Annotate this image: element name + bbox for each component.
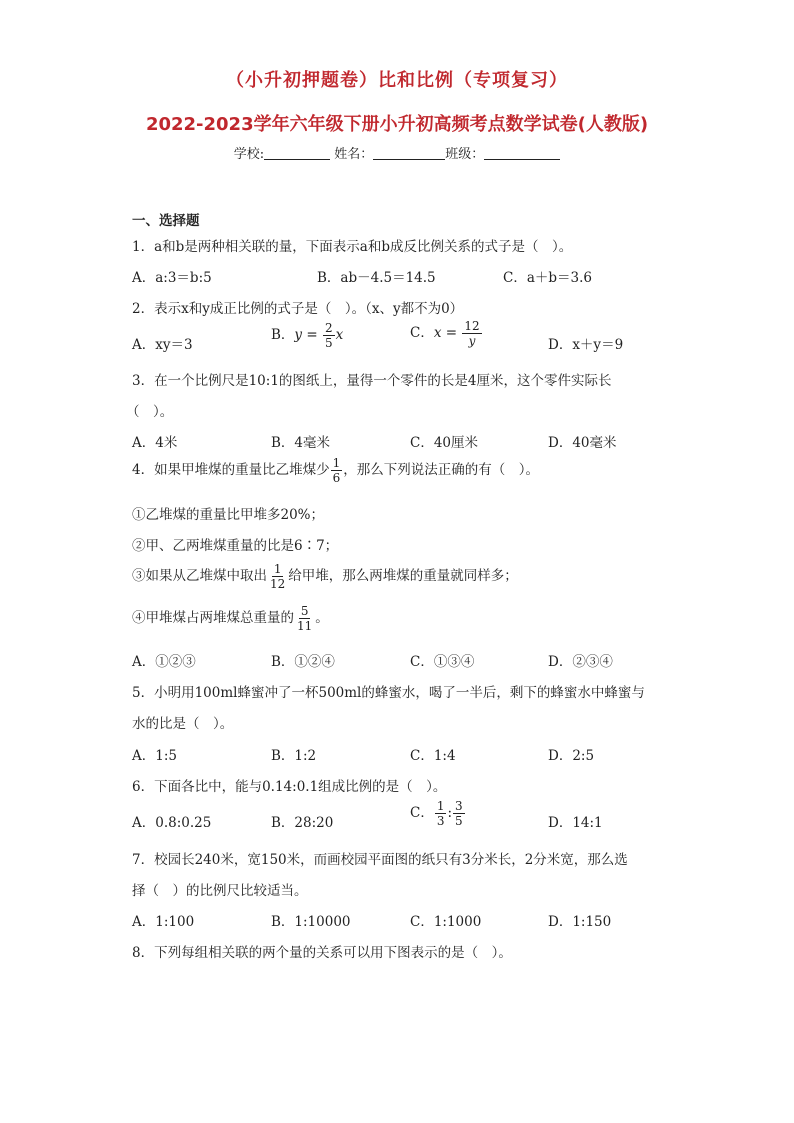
question-2-stem: 2．表示x和y成正比例的式子是（ ）。（x、y都不为0） (132, 301, 464, 317)
exam-title: （小升初押题卷）比和比例（专项复习） (226, 70, 568, 91)
question-4-stem: 4．如果甲堆煤的重量比乙堆煤少 $\frac{1}{6}$ ，那么下列说法正确的有（ ）。 (132, 456, 539, 485)
q3-option-d[interactable]: D．40毫米 (548, 435, 617, 451)
q4-option-c[interactable]: C．①③④ (410, 654, 475, 670)
question-5-stem-cont: 水的比是（ ）。 (132, 716, 234, 732)
q3-option-c[interactable]: C．40厘米 (410, 435, 479, 451)
q4-statement-2: ②甲、乙两堆煤重量的比是6∶7； (132, 538, 339, 554)
q5-option-b[interactable]: B．1:2 (271, 748, 317, 764)
student-info-line (0, 143, 794, 162)
q4-statement-1: ①乙堆煤的重量比甲堆多20%； (132, 507, 325, 523)
q2-option-a[interactable]: A．xy＝3 (132, 337, 193, 353)
q2-option-c[interactable]: C．x = $\frac{12}{y}$ (410, 319, 480, 348)
q1-option-c[interactable]: C．a＋b＝3.6 (503, 270, 592, 286)
q1-option-b[interactable]: B．ab－4.5＝14.5 (317, 270, 436, 286)
school-blank[interactable] (264, 145, 330, 160)
q2-option-d[interactable]: D．x＋y＝9 (548, 337, 624, 353)
fraction: $\frac{3}{5}$ (455, 799, 463, 828)
question-3-stem-cont: （ ）。 (126, 404, 174, 420)
question-5-stem: 5．小明用100ml蜂蜜冲了一杯500ml的蜂蜜水，喝了一半后，剩下的蜂蜜水中蜂蜜与 (132, 685, 645, 701)
q6-option-d[interactable]: D．14:1 (548, 815, 603, 831)
q5-option-d[interactable]: D．2:5 (548, 748, 595, 764)
fraction: $\frac{2}{5}$ (324, 321, 333, 350)
q4-statement-4: ④甲堆煤占两堆煤总重量的 $\frac{5}{11}$ 。 (132, 604, 329, 633)
class-label: 班级： (445, 147, 485, 162)
q6-option-c[interactable]: C． $\frac{1}{3}$ : $\frac{3}{5}$ (410, 799, 463, 828)
q7-option-d[interactable]: D．1:150 (548, 914, 612, 930)
class-blank[interactable] (484, 145, 560, 160)
q4-option-b[interactable]: B．①②④ (271, 654, 335, 670)
fraction: $\frac{5}{11}$ (297, 604, 313, 633)
q7-option-a[interactable]: A．1:100 (132, 914, 195, 930)
q5-option-c[interactable]: C．1:4 (410, 748, 456, 764)
q4-option-d[interactable]: D．②③④ (548, 654, 613, 670)
question-8-stem: 8．下列每组相关联的两个量的关系可以用下图表示的是（ ）。 (132, 945, 512, 961)
fraction: $\frac{1}{12}$ (270, 562, 286, 591)
q5-option-a[interactable]: A．1:5 (132, 748, 177, 764)
exam-subtitle: 2022-2023学年六年级下册小升初高频考点数学试卷(人教版) (145, 114, 649, 135)
fraction: $\frac{1}{3}$ (436, 799, 445, 828)
section-heading: 一、选择题 (132, 213, 200, 229)
q6-option-b[interactable]: B．28:20 (271, 815, 334, 831)
q4-statement-3: ③如果从乙堆煤中取出 $\frac{1}{12}$ 给甲堆，那么两堆煤的重量就同样多； (132, 562, 518, 591)
name-label: 姓名： (334, 147, 374, 162)
question-6-stem: 6．下面各比中，能与0.14:0.1组成比例的是（ ）。 (132, 779, 447, 795)
q2-option-b[interactable]: B．y = $\frac{2}{5}$ x (271, 321, 344, 350)
q4-option-a[interactable]: A．①②③ (132, 654, 196, 670)
question-1-stem: 1．a和b是两种相关联的量，下面表示a和b成反比例关系的式子是（ ）。 (132, 239, 573, 255)
q1-option-a[interactable]: A．a:3＝b:5 (132, 270, 212, 286)
fraction: $\frac{12}{y}$ (464, 319, 480, 348)
q6-option-a[interactable]: A．0.8:0.25 (132, 815, 212, 831)
q3-option-b[interactable]: B．4毫米 (271, 435, 331, 451)
q7-option-c[interactable]: C．1:1000 (410, 914, 482, 930)
q7-option-b[interactable]: B．1:10000 (271, 914, 351, 930)
question-3-stem: 3．在一个比例尺是10:1的图纸上，量得一个零件的长是4厘米，这个零件实际长 (132, 373, 612, 389)
question-7-stem-cont: 择（ ）的比例尺比较适当。 (132, 883, 308, 899)
school-label: 学校: (233, 147, 265, 162)
question-7-stem: 7．校园长240米，宽150米，而画校园平面图的纸只有3分米长，2分米宽，那么选 (132, 852, 628, 868)
fraction: $\frac{1}{6}$ (332, 456, 341, 485)
q3-option-a[interactable]: A．4米 (132, 435, 178, 451)
name-blank[interactable] (373, 145, 445, 160)
